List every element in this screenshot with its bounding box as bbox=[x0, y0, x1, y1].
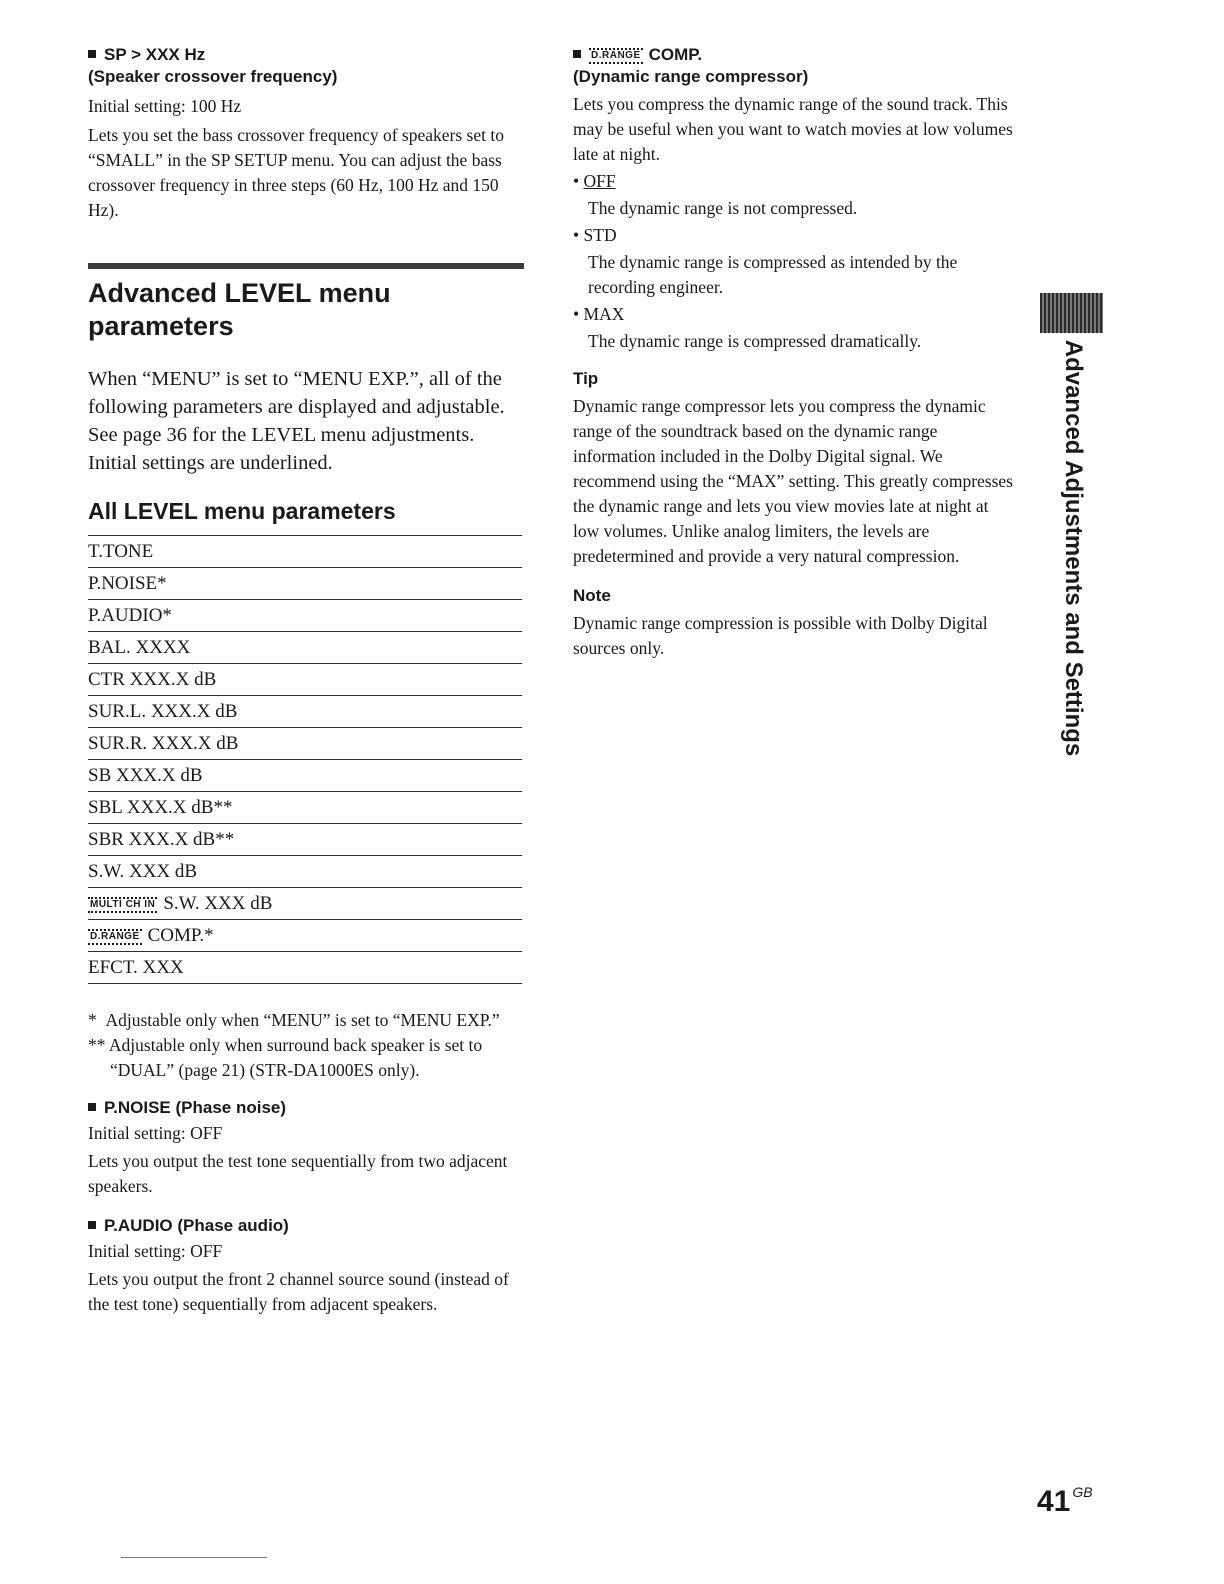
sp-heading-line2: (Speaker crossover frequency) bbox=[88, 67, 338, 86]
option-item bbox=[573, 223, 1013, 248]
param-cell bbox=[88, 664, 522, 696]
option-description: The dynamic range is not compressed. bbox=[588, 198, 858, 218]
param-text: SUR.R. XXX.X dB bbox=[88, 732, 239, 754]
param-text: S.W. XXX dB bbox=[88, 860, 198, 882]
page-number-suffix: GB bbox=[1072, 1484, 1093, 1500]
sp-body: Lets you set the bass crossover frequency of speakers set to “SMALL” in the SP SETUP menu. You can adjust the bass crossover frequency in three steps (60 Hz, 100 Hz and 150 Hz). bbox=[88, 125, 504, 220]
option-description: The dynamic range is compressed dramatically. bbox=[588, 331, 922, 351]
table-row bbox=[88, 728, 522, 760]
option-item bbox=[573, 169, 1013, 194]
param-text: SB XXX.X dB bbox=[88, 764, 203, 786]
note-body: Dynamic range compression is possible with Dolby Digital sources only. bbox=[573, 613, 988, 658]
param-cell bbox=[88, 568, 522, 600]
table-row bbox=[88, 664, 522, 696]
param-text: COMP.* bbox=[147, 924, 214, 946]
square-bullet-icon bbox=[573, 50, 581, 58]
param-cell bbox=[88, 760, 522, 792]
table-row bbox=[88, 856, 522, 888]
param-text: SUR.L. XXX.X dB bbox=[88, 700, 238, 722]
comp-options-list bbox=[573, 169, 1013, 354]
paudio-body: Lets you output the front 2 channel source sound (instead of the test tone) sequentially from adjacent speakers. bbox=[88, 1269, 509, 1314]
paudio-initial-setting: Initial setting: OFF bbox=[88, 1241, 223, 1261]
bullet-icon: • bbox=[573, 304, 584, 324]
tip-body: Dynamic range compressor lets you compress the dynamic range of the soundtrack based on the dynamic range information included in the Dolby Digital signal. We recommend using the “MAX” setting. This greatly compresses the dynamic range and lets you view movies late at night at low volumes. Unlike analog limiters, the levels are predetermined and provide a very natural compression. bbox=[573, 396, 1013, 566]
option-description: The dynamic range is compressed as intended by the recording engineer. bbox=[588, 252, 958, 297]
param-cell bbox=[88, 792, 522, 824]
param-cell bbox=[88, 632, 522, 664]
param-text: SBL XXX.X dB** bbox=[88, 796, 233, 818]
param-cell bbox=[88, 728, 522, 760]
comp-body: Lets you compress the dynamic range of the sound track. This may be useful when you want to watch movies at low volumes late at night. bbox=[573, 94, 1013, 164]
param-text: SBR XXX.X dB** bbox=[88, 828, 235, 850]
mode-badge-icon: D.RANGE bbox=[88, 929, 142, 945]
params-subtitle: All LEVEL menu parameters bbox=[88, 498, 396, 524]
comp-heading-line1: COMP. bbox=[648, 45, 703, 64]
bullet-icon: • bbox=[573, 171, 584, 191]
pnoise-initial-setting: Initial setting: OFF bbox=[88, 1123, 223, 1143]
bottom-edge-line bbox=[121, 1557, 267, 1558]
param-text: T.TONE bbox=[88, 540, 154, 562]
param-text: EFCT. XXX bbox=[88, 956, 184, 978]
square-bullet-icon bbox=[88, 50, 96, 58]
param-cell bbox=[88, 888, 522, 920]
section-rule bbox=[88, 263, 524, 269]
left-column bbox=[88, 44, 524, 1317]
chapter-title: Advanced LEVEL menu parameters bbox=[88, 278, 391, 341]
page-number-value: 41 bbox=[1037, 1485, 1071, 1518]
param-cell bbox=[88, 824, 522, 856]
comp-heading bbox=[573, 44, 1013, 66]
bullet-icon: • bbox=[573, 225, 584, 245]
comp-heading-line2: (Dynamic range compressor) bbox=[573, 67, 809, 86]
table-row bbox=[88, 888, 522, 920]
param-cell bbox=[88, 696, 522, 728]
level-params-table bbox=[88, 535, 522, 984]
footnote-1: * Adjustable only when “MENU” is set to “MENU EXP.” bbox=[88, 1010, 500, 1030]
param-cell bbox=[88, 920, 522, 952]
pnoise-heading bbox=[88, 1097, 524, 1119]
note-heading: Note bbox=[573, 586, 611, 605]
param-cell bbox=[88, 856, 522, 888]
d-range-badge-icon: D.RANGE bbox=[589, 48, 643, 64]
option-label: MAX bbox=[583, 304, 625, 324]
square-bullet-icon bbox=[88, 1221, 96, 1229]
param-cell bbox=[88, 952, 522, 984]
table-row bbox=[88, 600, 522, 632]
param-cell bbox=[88, 600, 522, 632]
param-text: CTR XXX.X dB bbox=[88, 668, 217, 690]
intro-paragraph-1: When “MENU” is set to “MENU EXP.”, all of the following parameters are displayed and adjustable. bbox=[88, 368, 505, 418]
option-label: STD bbox=[583, 225, 617, 245]
square-bullet-icon bbox=[88, 1103, 96, 1111]
option-label: OFF bbox=[583, 171, 616, 191]
table-row bbox=[88, 824, 522, 856]
param-text: P.AUDIO* bbox=[88, 604, 172, 626]
table-row bbox=[88, 568, 522, 600]
option-item bbox=[573, 302, 1013, 327]
side-tab-label: Advanced Adjustments and Settings bbox=[1060, 339, 1087, 757]
pnoise-heading-text: P.NOISE (Phase noise) bbox=[104, 1098, 287, 1117]
side-tab-marker bbox=[1040, 293, 1103, 333]
table-row bbox=[88, 696, 522, 728]
paudio-heading bbox=[88, 1215, 524, 1237]
tip-heading: Tip bbox=[573, 369, 599, 388]
param-text: BAL. XXXX bbox=[88, 636, 191, 658]
table-row bbox=[88, 792, 522, 824]
table-row bbox=[88, 760, 522, 792]
table-row bbox=[88, 632, 522, 664]
footnote-2: ** Adjustable only when surround back speaker is set to “DUAL” (page 21) (STR-DA1000ES only). bbox=[88, 1035, 483, 1080]
paudio-heading-text: P.AUDIO (Phase audio) bbox=[104, 1216, 289, 1235]
sp-initial-setting: Initial setting: 100 Hz bbox=[88, 96, 242, 116]
param-text: S.W. XXX dB bbox=[163, 892, 273, 914]
table-row bbox=[88, 536, 522, 568]
right-column bbox=[573, 44, 1013, 661]
sp-heading-line1: SP > XXX Hz bbox=[104, 45, 206, 64]
mode-badge-icon: MULTI CH IN bbox=[88, 897, 157, 913]
table-row bbox=[88, 952, 522, 984]
table-row bbox=[88, 920, 522, 952]
param-cell bbox=[88, 536, 522, 568]
intro-paragraph-2: See page 36 for the LEVEL menu adjustments. bbox=[88, 424, 475, 446]
sp-heading bbox=[88, 44, 524, 66]
pnoise-body: Lets you output the test tone sequentially from two adjacent speakers. bbox=[88, 1151, 508, 1196]
page-number bbox=[1037, 1484, 1093, 1519]
intro-paragraph-3: Initial settings are underlined. bbox=[88, 452, 333, 474]
param-text: P.NOISE* bbox=[88, 572, 167, 594]
